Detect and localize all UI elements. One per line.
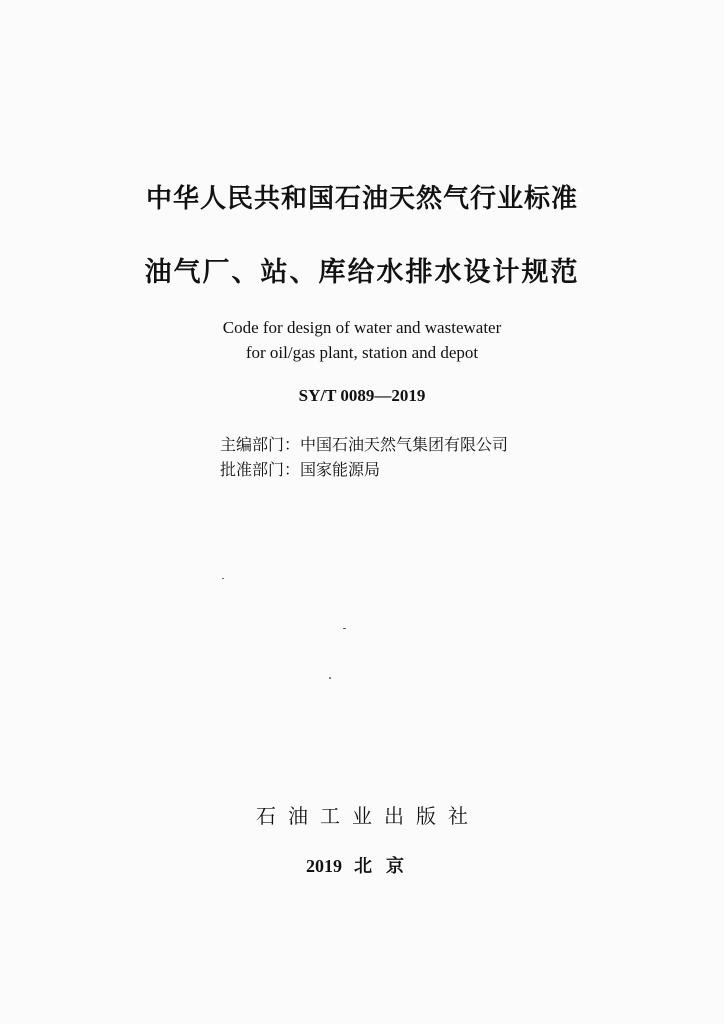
approver-label: 批准部门 [220, 460, 285, 479]
publisher-name: 石油工业出版社 [256, 804, 480, 828]
scan-speck [222, 578, 224, 579]
scan-speck [343, 628, 346, 629]
scan-speck [329, 677, 331, 679]
standard-code: SY/T 0089—2019 [298, 386, 426, 405]
industry-standard-heading: 中华人民共和国石油天然气行业标准 [145, 184, 578, 214]
publication-line [0, 852, 724, 878]
approver-separator: ： [284, 460, 301, 479]
departments-block [220, 432, 508, 482]
approver-value: 国家能源局 [300, 460, 381, 479]
approver-row [220, 457, 508, 482]
publication-city: 北京 [354, 856, 418, 877]
chief-editor-label: 主编部门 [220, 435, 285, 454]
publication-year: 2019 [306, 856, 342, 876]
english-title-line-2: for oil/gas plant, station and depot [245, 343, 479, 362]
chief-editor-value: 中国石油天然气集团有限公司 [300, 435, 509, 454]
chief-editor-row [220, 432, 508, 457]
chief-editor-separator: ： [284, 435, 301, 454]
english-title-line-1: Code for design of water and wastewater [222, 318, 502, 337]
chinese-title: 油气厂、站、库给水排水设计规范 [144, 257, 580, 288]
